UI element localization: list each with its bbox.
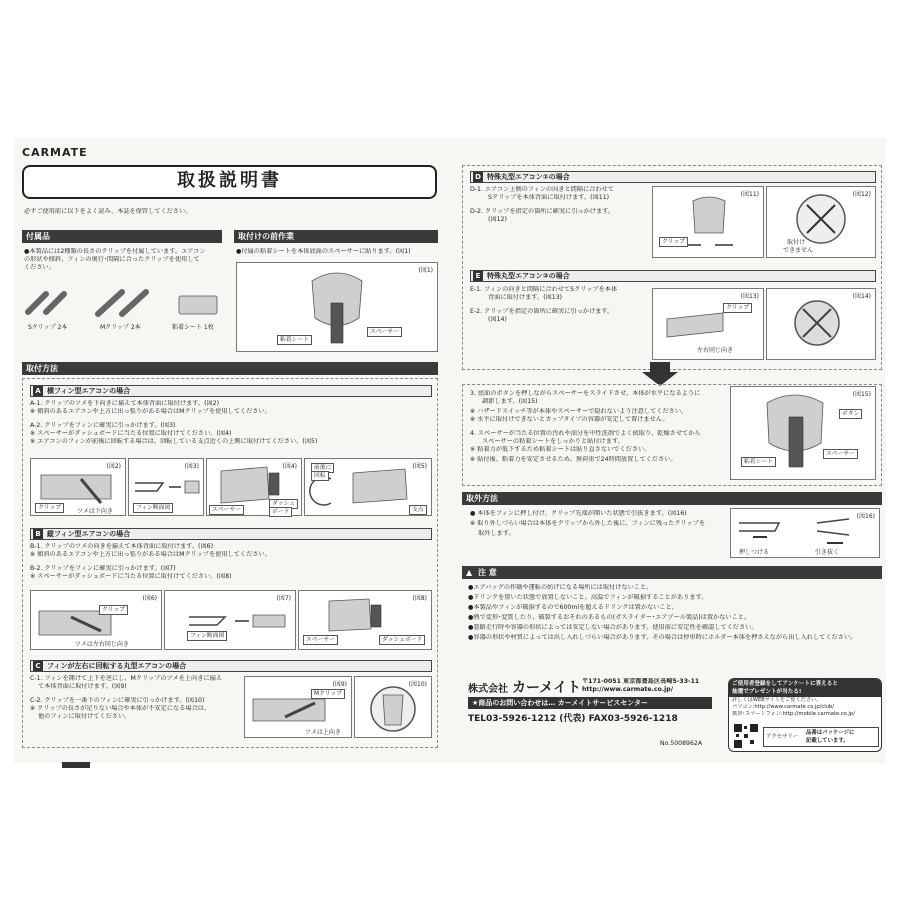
removal-line-1: ● 本体をフィンに押し付け、クリップ先端が開いた状態で引抜きます。(図16) bbox=[470, 510, 687, 517]
d-line-3: D-2. クリップを指定の箇所に確実に引っかけます。 bbox=[470, 208, 615, 215]
caution-item-5: ●悪路走行時や容器の形状によっては安定しない場合があります。使用前に安定性を確認してください。 bbox=[468, 624, 758, 631]
figure-4 bbox=[206, 458, 302, 516]
spacer-callout: スペーサー bbox=[367, 327, 402, 337]
section-b-tag: B bbox=[33, 529, 43, 539]
m-clip-label: Mクリップ 2本 bbox=[100, 324, 141, 331]
figure-9-label: (図9) bbox=[332, 681, 347, 688]
fig15-spacer: スペーサー bbox=[823, 449, 858, 459]
c-line-5: 他のフィンに取付けてください。 bbox=[38, 713, 131, 720]
company-name: カーメイト bbox=[512, 680, 582, 696]
fig3-fin: フィン断面図 bbox=[133, 503, 173, 513]
accessories-text-3: ください。 bbox=[24, 264, 55, 271]
fig5-pivot: 支点 bbox=[409, 505, 427, 515]
fig6-clip: クリップ bbox=[99, 605, 128, 615]
fig16-pull: 引き抜く bbox=[815, 549, 840, 556]
prep-heading: 取付けの前作業 bbox=[234, 230, 438, 243]
e-line-1: E-1. フィンの向きと間隔に合わせてSクリップを本体 bbox=[470, 286, 618, 293]
figure-5-label: (図5) bbox=[412, 463, 427, 470]
section-c-title bbox=[30, 660, 432, 672]
m-clip-drawing bbox=[98, 292, 146, 314]
e-line-2: 背面に取付けます。(図13) bbox=[488, 294, 563, 301]
b-line-1: B-1. クリップのツメの向きを揃えて本体背面に取付けます。(図6) bbox=[30, 543, 213, 550]
fig13-clip: クリップ bbox=[723, 303, 752, 313]
fig15-sheet: 粘着シート bbox=[741, 457, 776, 467]
figure-16 bbox=[730, 508, 880, 558]
figure-6 bbox=[30, 590, 162, 650]
caution-item-6: ●容器の形状や材質によっては出し入れしづらい場合があります。その場合は停車時にホルダー本体を押さえながら出し入れしてください。 bbox=[468, 634, 857, 641]
phone-fax: TEL03-5926-1212 (代表) FAX03-5926-1218 bbox=[468, 714, 678, 724]
a-line-2: ※ 傾斜のあるエアコンや上方に出っ張りがある場合はMクリップを使用してください。 bbox=[30, 408, 271, 415]
fig8-dash: ダッシュボード bbox=[379, 635, 425, 645]
b-line-4: ※ スペーサーがダッシュボードに当たる位置に取付けてください。(図8) bbox=[30, 573, 232, 580]
fig8-spacer: スペーサー bbox=[303, 635, 338, 645]
figure-1-label: (図1) bbox=[418, 267, 433, 274]
s-clip-label: Sクリップ 2本 bbox=[28, 324, 68, 331]
package-note-1: 品番はパッケージに bbox=[806, 730, 855, 736]
inquiry-banner: ★商品のお問い合わせは… カーメイトサービスセンター bbox=[468, 697, 712, 709]
section-b-title bbox=[30, 528, 432, 540]
figure-8 bbox=[298, 590, 432, 650]
section-a-title bbox=[30, 385, 432, 397]
figure-4-label: (図4) bbox=[282, 463, 297, 470]
section-e-title-text: 特殊丸型エアコン②の場合 bbox=[487, 272, 570, 280]
figure-11-label: (図11) bbox=[740, 191, 759, 198]
fig4-spacer: スペーサー bbox=[209, 505, 244, 515]
fig6-tsume: ツメは左右同じ向き bbox=[75, 641, 129, 648]
brand-logo: CARMATE bbox=[22, 146, 88, 159]
qr-code-icon bbox=[733, 723, 759, 749]
figure-14 bbox=[766, 288, 876, 360]
fig12-no-1: 取付け bbox=[787, 239, 806, 246]
prep-text: ●付属の粘着シートを本体底面のスペーサーに貼ります。(図1) bbox=[236, 248, 411, 255]
figure-12 bbox=[766, 186, 876, 258]
company-prefix: 株式会社 bbox=[468, 684, 508, 695]
d-line-4: (図12) bbox=[488, 216, 507, 223]
survey-url-pc: パソコン:http://www.carmate.co.jp/club/ bbox=[732, 704, 835, 710]
removal-line-3: 取外します。 bbox=[478, 530, 515, 537]
fig2-tsume: ツメは下向き bbox=[77, 508, 113, 515]
figure-10-label: (図10) bbox=[408, 681, 427, 688]
caution-item-2: ●ドリンクを置いた状態で放置しないこと。高温でフィンが破損することがあります。 bbox=[468, 594, 708, 601]
figure-2 bbox=[30, 458, 126, 516]
page-title: 取扱説明書 bbox=[22, 165, 437, 199]
survey-box bbox=[728, 678, 882, 752]
caution-item-3: ●本製品やフィンが破損するので600mlを超えるドリンクは置かないこと。 bbox=[468, 604, 678, 611]
b-line-2: ※ 傾斜のあるエアコンや上方に出っ張りがある場合はMクリップを使用してください。 bbox=[30, 551, 271, 558]
figure-3-label: (図3) bbox=[184, 463, 199, 470]
figure-6-label: (図6) bbox=[142, 595, 157, 602]
figure-3 bbox=[128, 458, 204, 516]
fig11-clip: クリップ bbox=[659, 237, 688, 247]
accessories-text-2: の形状や傾斜、フィンの奥行･間隔に合ったクリップを使用して bbox=[24, 256, 200, 263]
step3-line-2: 調節します。(図15) bbox=[482, 398, 538, 405]
step3-line-5: 4. スペーサーが当たる位置の汚れや油分を中性洗剤でよく拭取り、乾燥させてから bbox=[470, 430, 701, 437]
survey-url-mobile: 携帯･スマートフォン:http://mobile.carmate.co.jp/ bbox=[732, 711, 855, 717]
figure-2-label: (図2) bbox=[106, 463, 121, 470]
step3-line-3: ※ ハザードスイッチ等が本体やスペーサーで隠れないよう注意してください。 bbox=[470, 408, 688, 415]
section-c-title-text: フィンが左右に回転する丸型エアコンの場合 bbox=[47, 662, 187, 670]
section-e-title bbox=[470, 270, 876, 282]
document-number: No.5008962A bbox=[660, 740, 703, 747]
install-heading: 取付方法 bbox=[22, 362, 438, 375]
company-url: http://www.carmate.co.jp/ bbox=[582, 686, 673, 693]
figure-12-label: (図12) bbox=[852, 191, 871, 198]
fig16-push: 押しつける bbox=[739, 549, 770, 556]
figure-10 bbox=[354, 676, 432, 738]
b-line-3: B-2. クリップをフィンに確実に引っかけます。(図7) bbox=[30, 565, 176, 572]
figure-16-label: (図16) bbox=[856, 513, 875, 520]
section-b-title-text: 縦フィン型エアコンの場合 bbox=[47, 530, 131, 538]
c-line-4: ※ クリップの長さが足りない場合や本体が不安定になる場合は、 bbox=[30, 705, 211, 712]
fig4-dash-1: ダッシュ bbox=[269, 499, 298, 509]
section-d-tag: D bbox=[473, 172, 483, 182]
a-line-4: ※ スペーサーがダッシュボードに当たる位置に取付けてください。(図4) bbox=[30, 430, 232, 437]
d-line-1: D-1. エアコン上側のフィンの向きと間隔に合わせて bbox=[470, 186, 614, 193]
figure-13-label: (図13) bbox=[740, 293, 759, 300]
c-line-2: て本体背面に取付けます。(図9) bbox=[38, 683, 127, 690]
figure-5 bbox=[304, 458, 432, 516]
survey-heading-1: ご使用者登録をしてアンケートに答えると bbox=[732, 681, 838, 687]
c-line-1: C-1. フィンを開けて上下を逆にし、Mクリップのツメを上向きに揃え bbox=[30, 675, 223, 682]
page-tab-marker bbox=[62, 762, 90, 768]
a-line-5: ※ エアコンのフィンが前後に回転する場合は、回転している支点近くの上側に取付けてください。(図5) bbox=[30, 438, 318, 445]
part-number-box bbox=[763, 727, 879, 747]
figure-8-label: (図8) bbox=[412, 595, 427, 602]
accessories-illustration bbox=[24, 288, 224, 318]
figure-1 bbox=[236, 262, 438, 352]
caution-item-4: ●熱で変形･変質したり、破裂するおそれのあるもの(ガスライター･エアゾール製品)は置かないこと。 bbox=[468, 614, 751, 621]
figure-9 bbox=[244, 676, 352, 738]
removal-heading: 取外方法 bbox=[462, 492, 882, 505]
survey-text-1: 詳しくはWEBサイトをご覧ください。 bbox=[732, 697, 822, 703]
section-e-tag: E bbox=[473, 271, 483, 281]
figure-7-label: (図7) bbox=[276, 595, 291, 602]
e-line-4: (図14) bbox=[488, 316, 507, 323]
fig12-no-2: できません bbox=[783, 247, 814, 254]
removal-line-2: ※ 取り外しづらい場合は本体をクリップから外した後に、フィンに残ったクリップを bbox=[470, 520, 706, 527]
fig15-button: ボタン bbox=[839, 409, 862, 419]
adhesive-sheet-drawing bbox=[179, 296, 217, 314]
accessories-heading: 付属品 bbox=[22, 230, 222, 243]
figure-13 bbox=[652, 288, 764, 360]
section-d-title bbox=[470, 171, 876, 183]
fig13-lr: 左右同じ向き bbox=[697, 347, 734, 354]
intro-text: 必ずご使用前に以下をよく読み、本誌を保管してください。 bbox=[24, 208, 192, 215]
holder-drawing bbox=[237, 263, 437, 351]
fig2-clip: クリップ bbox=[35, 503, 64, 513]
step3-line-1: 3. 底面のボタンを押しながらスペーサーをスライドさせ、本体が水平になるように bbox=[470, 390, 701, 397]
warning-icon: ▲ bbox=[466, 568, 473, 577]
c-line-3: C-2. クリップを一番下のフィンに確実に引っかけます。(図10) bbox=[30, 697, 205, 704]
fig7-fin: フィン断面図 bbox=[187, 631, 227, 641]
fig5-front-2: 回転 bbox=[311, 471, 329, 481]
sheet-label: 粘着シート 1枚 bbox=[172, 324, 214, 331]
section-d-title-text: 特殊丸型エアコン①の場合 bbox=[487, 173, 570, 181]
caution-heading-text: 注 意 bbox=[478, 568, 497, 577]
figure-14-label: (図14) bbox=[852, 293, 871, 300]
company-address: 〒171-0051 東京都豊島区長崎5-33-11 bbox=[582, 678, 700, 685]
survey-heading-2: 抽選でプレゼントが当たる! bbox=[732, 689, 802, 695]
step3-line-7: ※ 粘着力が低下するため粘着シートは貼り直さないでください。 bbox=[470, 446, 651, 453]
step3-line-6: スペーサーの粘着シートをしっかりと貼付けます。 bbox=[482, 438, 624, 445]
step3-line-8: ※ 貼付後、粘着力を安定させるため、無荷重で24時間放置してください。 bbox=[470, 456, 677, 463]
figure-11 bbox=[652, 186, 764, 258]
fig5-front-1: 前後に bbox=[311, 463, 334, 473]
sheet-callout: 粘着シート bbox=[277, 335, 312, 345]
s-clip-drawing bbox=[28, 294, 64, 312]
section-a-title-text: 横フィン型エアコンの場合 bbox=[47, 387, 131, 395]
section-a-tag: A bbox=[33, 386, 43, 396]
e-line-3: E-2. クリップを指定の箇所に確実に引っかけます。 bbox=[470, 308, 614, 315]
figure-7 bbox=[164, 590, 296, 650]
caution-heading bbox=[462, 566, 882, 579]
d-line-2: Sクリップを本体背面に取付けます。(図11) bbox=[488, 194, 610, 201]
fig9-mclip: Mクリップ bbox=[311, 689, 345, 699]
accessory-label: アクセサリー bbox=[766, 734, 799, 740]
accessories-text-1: ●本製品には2種類の長さのクリップを付属しています。エアコン bbox=[24, 248, 206, 255]
fig9-tsume: ツメは上向き bbox=[305, 729, 341, 736]
caution-item-1: ●エアバッグの作動や運転の妨げになる場所には取付けないこと。 bbox=[468, 584, 653, 591]
package-note-2: 記載しています。 bbox=[806, 738, 849, 744]
figure-15 bbox=[730, 386, 876, 480]
section-c-tag: C bbox=[33, 661, 43, 671]
step3-line-4: ※ 水平に取付けできないとカップタイプの容器が安定して置けません。 bbox=[470, 416, 669, 423]
fig4-dash-2: ボード bbox=[269, 507, 292, 517]
figure-15-label: (図15) bbox=[852, 391, 871, 398]
a-line-3: A-2. クリップをフィンに確実に引っかけます。(図3) bbox=[30, 422, 176, 429]
a-line-1: A-1. クリップのツメを下向きに揃えて本体背面に取付けます。(図2) bbox=[30, 400, 220, 407]
